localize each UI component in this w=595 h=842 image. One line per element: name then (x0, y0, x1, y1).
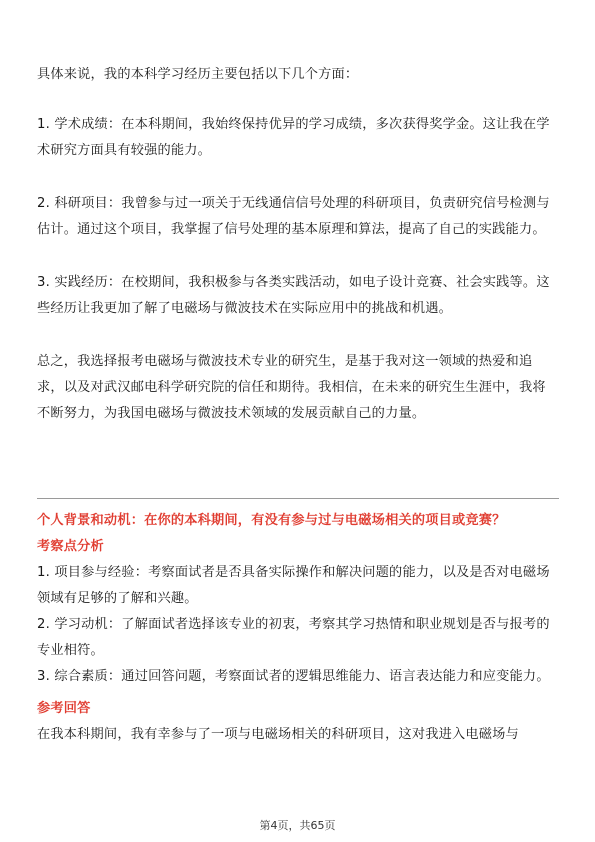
document-body (37, 62, 559, 427)
summary-paragraph: 总之，我选择报考电磁场与微波技术专业的研究生，是基于我对这一领域的热爱和追求，以及对武汉邮电科学研究院的信任和期待。我相信，在未来的研究生生涯中，我将不断努力，为我国电磁场与微波技术领域的发展贡献自己的力量。 (37, 354, 546, 421)
analysis-heading: 考察点分析 (37, 539, 104, 554)
intro-paragraph: 具体来说，我的本科学习经历主要包括以下几个方面： (37, 67, 359, 82)
page-number: 第4页，共65页 (259, 819, 336, 832)
analysis-list (37, 560, 559, 690)
interview-question: 个人背景和动机：在你的本科期间，有没有参与过与电磁场相关的项目或竞赛？ (37, 513, 506, 528)
analysis-item: 2. 学习动机：了解面试者选择该专业的初衷，考察其学习热情和职业规划是否与报考的专业相符。 (37, 617, 550, 658)
section-divider (37, 498, 559, 499)
answer-paragraph: 在我本科期间，我有幸参与了一项与电磁场相关的科研项目，这对我进入电磁场与 (37, 727, 519, 742)
research-project-item: 2. 科研项目：我曾参与过一项关于无线通信信号处理的科研项目，负责研究信号检测与估计。通过这个项目，我掌握了信号处理的基本原理和算法，提高了自己的实践能力。 (37, 196, 550, 237)
practice-experience-item: 3. 实践经历：在校期间，我积极参与各类实践活动，如电子设计竞赛、社会实践等。这些经历让我更加了解了电磁场与微波技术在实际应用中的挑战和机遇。 (37, 275, 550, 316)
interview-question-block (37, 508, 559, 748)
academic-performance-item: 1. 学术成绩：在本科期间，我始终保持优异的学习成绩，多次获得奖学金。这让我在学术研究方面具有较强的能力。 (37, 117, 550, 158)
analysis-item: 3. 综合素质：通过回答问题，考察面试者的逻辑思维能力、语言表达能力和应变能力。 (37, 669, 550, 684)
answer-heading: 参考回答 (37, 701, 91, 716)
analysis-item: 1. 项目参与经验：考察面试者是否具备实际操作和解决问题的能力，以及是否对电磁场领域有足够的了解和兴趣。 (37, 565, 550, 606)
